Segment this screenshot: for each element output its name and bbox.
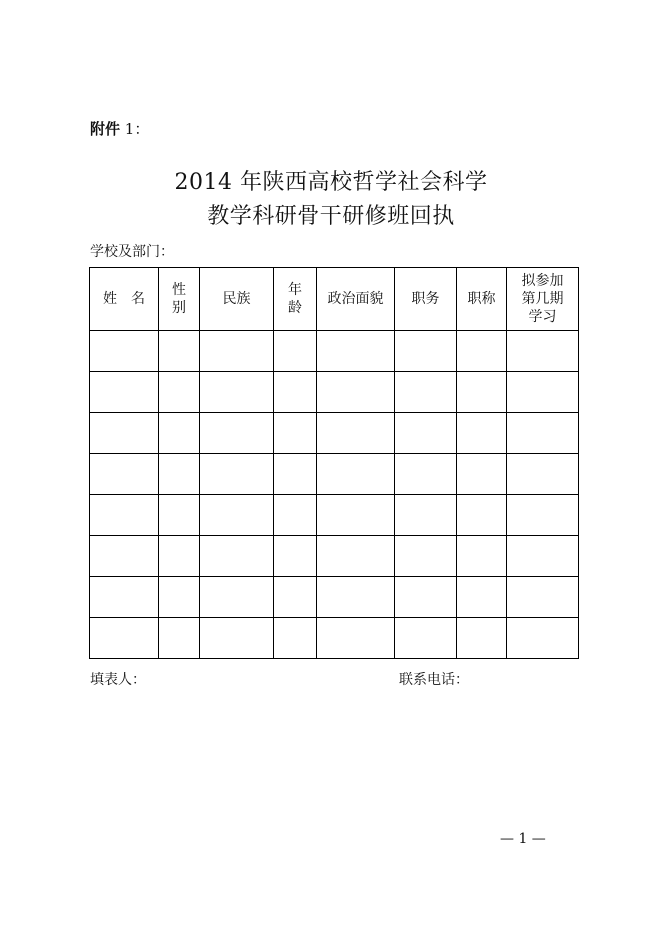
table-cell[interactable] [274,536,317,577]
table-cell[interactable] [159,413,200,454]
attachment-number: 1： [124,120,150,138]
table-cell[interactable] [317,536,395,577]
table-cell[interactable] [507,577,579,618]
attachment-label [90,118,149,139]
table-cell[interactable] [317,454,395,495]
table-cell[interactable] [457,495,507,536]
table-cell[interactable] [90,577,159,618]
filler-label: 填表人： [90,672,146,688]
table-cell[interactable] [457,618,507,659]
table-cell[interactable] [90,454,159,495]
table-cell[interactable] [159,331,200,372]
table-row [90,372,579,413]
attachment-word: 附件 [90,120,121,138]
page-number: — 1 — [500,831,546,847]
table-cell[interactable] [507,495,579,536]
table-cell[interactable] [200,413,274,454]
registration-table [89,267,579,659]
header-ethnicity: 民族 [200,268,274,331]
table-cell[interactable] [159,618,200,659]
table-cell[interactable] [200,372,274,413]
table-cell[interactable] [457,413,507,454]
table-cell[interactable] [317,618,395,659]
table-row [90,413,579,454]
table-cell[interactable] [457,536,507,577]
table-cell[interactable] [200,454,274,495]
table-cell[interactable] [507,618,579,659]
table-cell[interactable] [457,577,507,618]
table-cell[interactable] [274,618,317,659]
table-cell[interactable] [395,413,457,454]
table-cell[interactable] [395,577,457,618]
table-cell[interactable] [274,372,317,413]
table-cell[interactable] [200,331,274,372]
table-cell[interactable] [90,372,159,413]
table-cell[interactable] [90,495,159,536]
table-cell[interactable] [395,372,457,413]
table-cell[interactable] [200,618,274,659]
header-name: 姓 名 [90,268,159,331]
title-line-1: 2014 年陕西高校哲学社会科学 [174,170,488,195]
phone-label: 联系电话： [399,672,469,688]
header-title: 职称 [457,268,507,331]
header-gender: 性 别 [159,268,200,331]
table-cell[interactable] [200,536,274,577]
header-position: 职务 [395,268,457,331]
table-row [90,331,579,372]
table-cell[interactable] [457,372,507,413]
table-cell[interactable] [395,495,457,536]
table-row [90,454,579,495]
table-cell[interactable] [274,331,317,372]
table-cell[interactable] [457,454,507,495]
table-cell[interactable] [274,454,317,495]
header-age: 年 龄 [274,268,317,331]
table-cell[interactable] [395,536,457,577]
table-cell[interactable] [507,413,579,454]
table-row [90,536,579,577]
table-header-row [90,268,579,331]
table-cell[interactable] [317,331,395,372]
table-cell[interactable] [317,372,395,413]
table-cell[interactable] [90,413,159,454]
table-cell[interactable] [159,372,200,413]
table-cell[interactable] [395,454,457,495]
table-cell[interactable] [395,331,457,372]
table-cell[interactable] [274,495,317,536]
table-cell[interactable] [317,495,395,536]
table-row [90,495,579,536]
table-cell[interactable] [274,413,317,454]
table-cell[interactable] [90,331,159,372]
table-cell[interactable] [507,372,579,413]
table-cell[interactable] [274,577,317,618]
school-dept-label: 学校及部门： [90,244,174,260]
table-cell[interactable] [317,577,395,618]
table-cell[interactable] [159,495,200,536]
table-cell[interactable] [317,413,395,454]
table-cell[interactable] [90,536,159,577]
header-political-status: 政治面貌 [317,268,395,331]
table-cell[interactable] [200,495,274,536]
table-cell[interactable] [457,331,507,372]
table-cell[interactable] [159,536,200,577]
title-line-2: 教学科研骨干研修班回执 [207,204,455,229]
table-cell[interactable] [159,454,200,495]
header-session: 拟参加 第几期 学习 [507,268,579,331]
table-cell[interactable] [507,536,579,577]
table-row [90,618,579,659]
table-cell[interactable] [200,577,274,618]
table-cell[interactable] [507,454,579,495]
table-cell[interactable] [507,331,579,372]
table-cell[interactable] [90,618,159,659]
table-cell[interactable] [159,577,200,618]
table-cell[interactable] [395,618,457,659]
table-row [90,577,579,618]
